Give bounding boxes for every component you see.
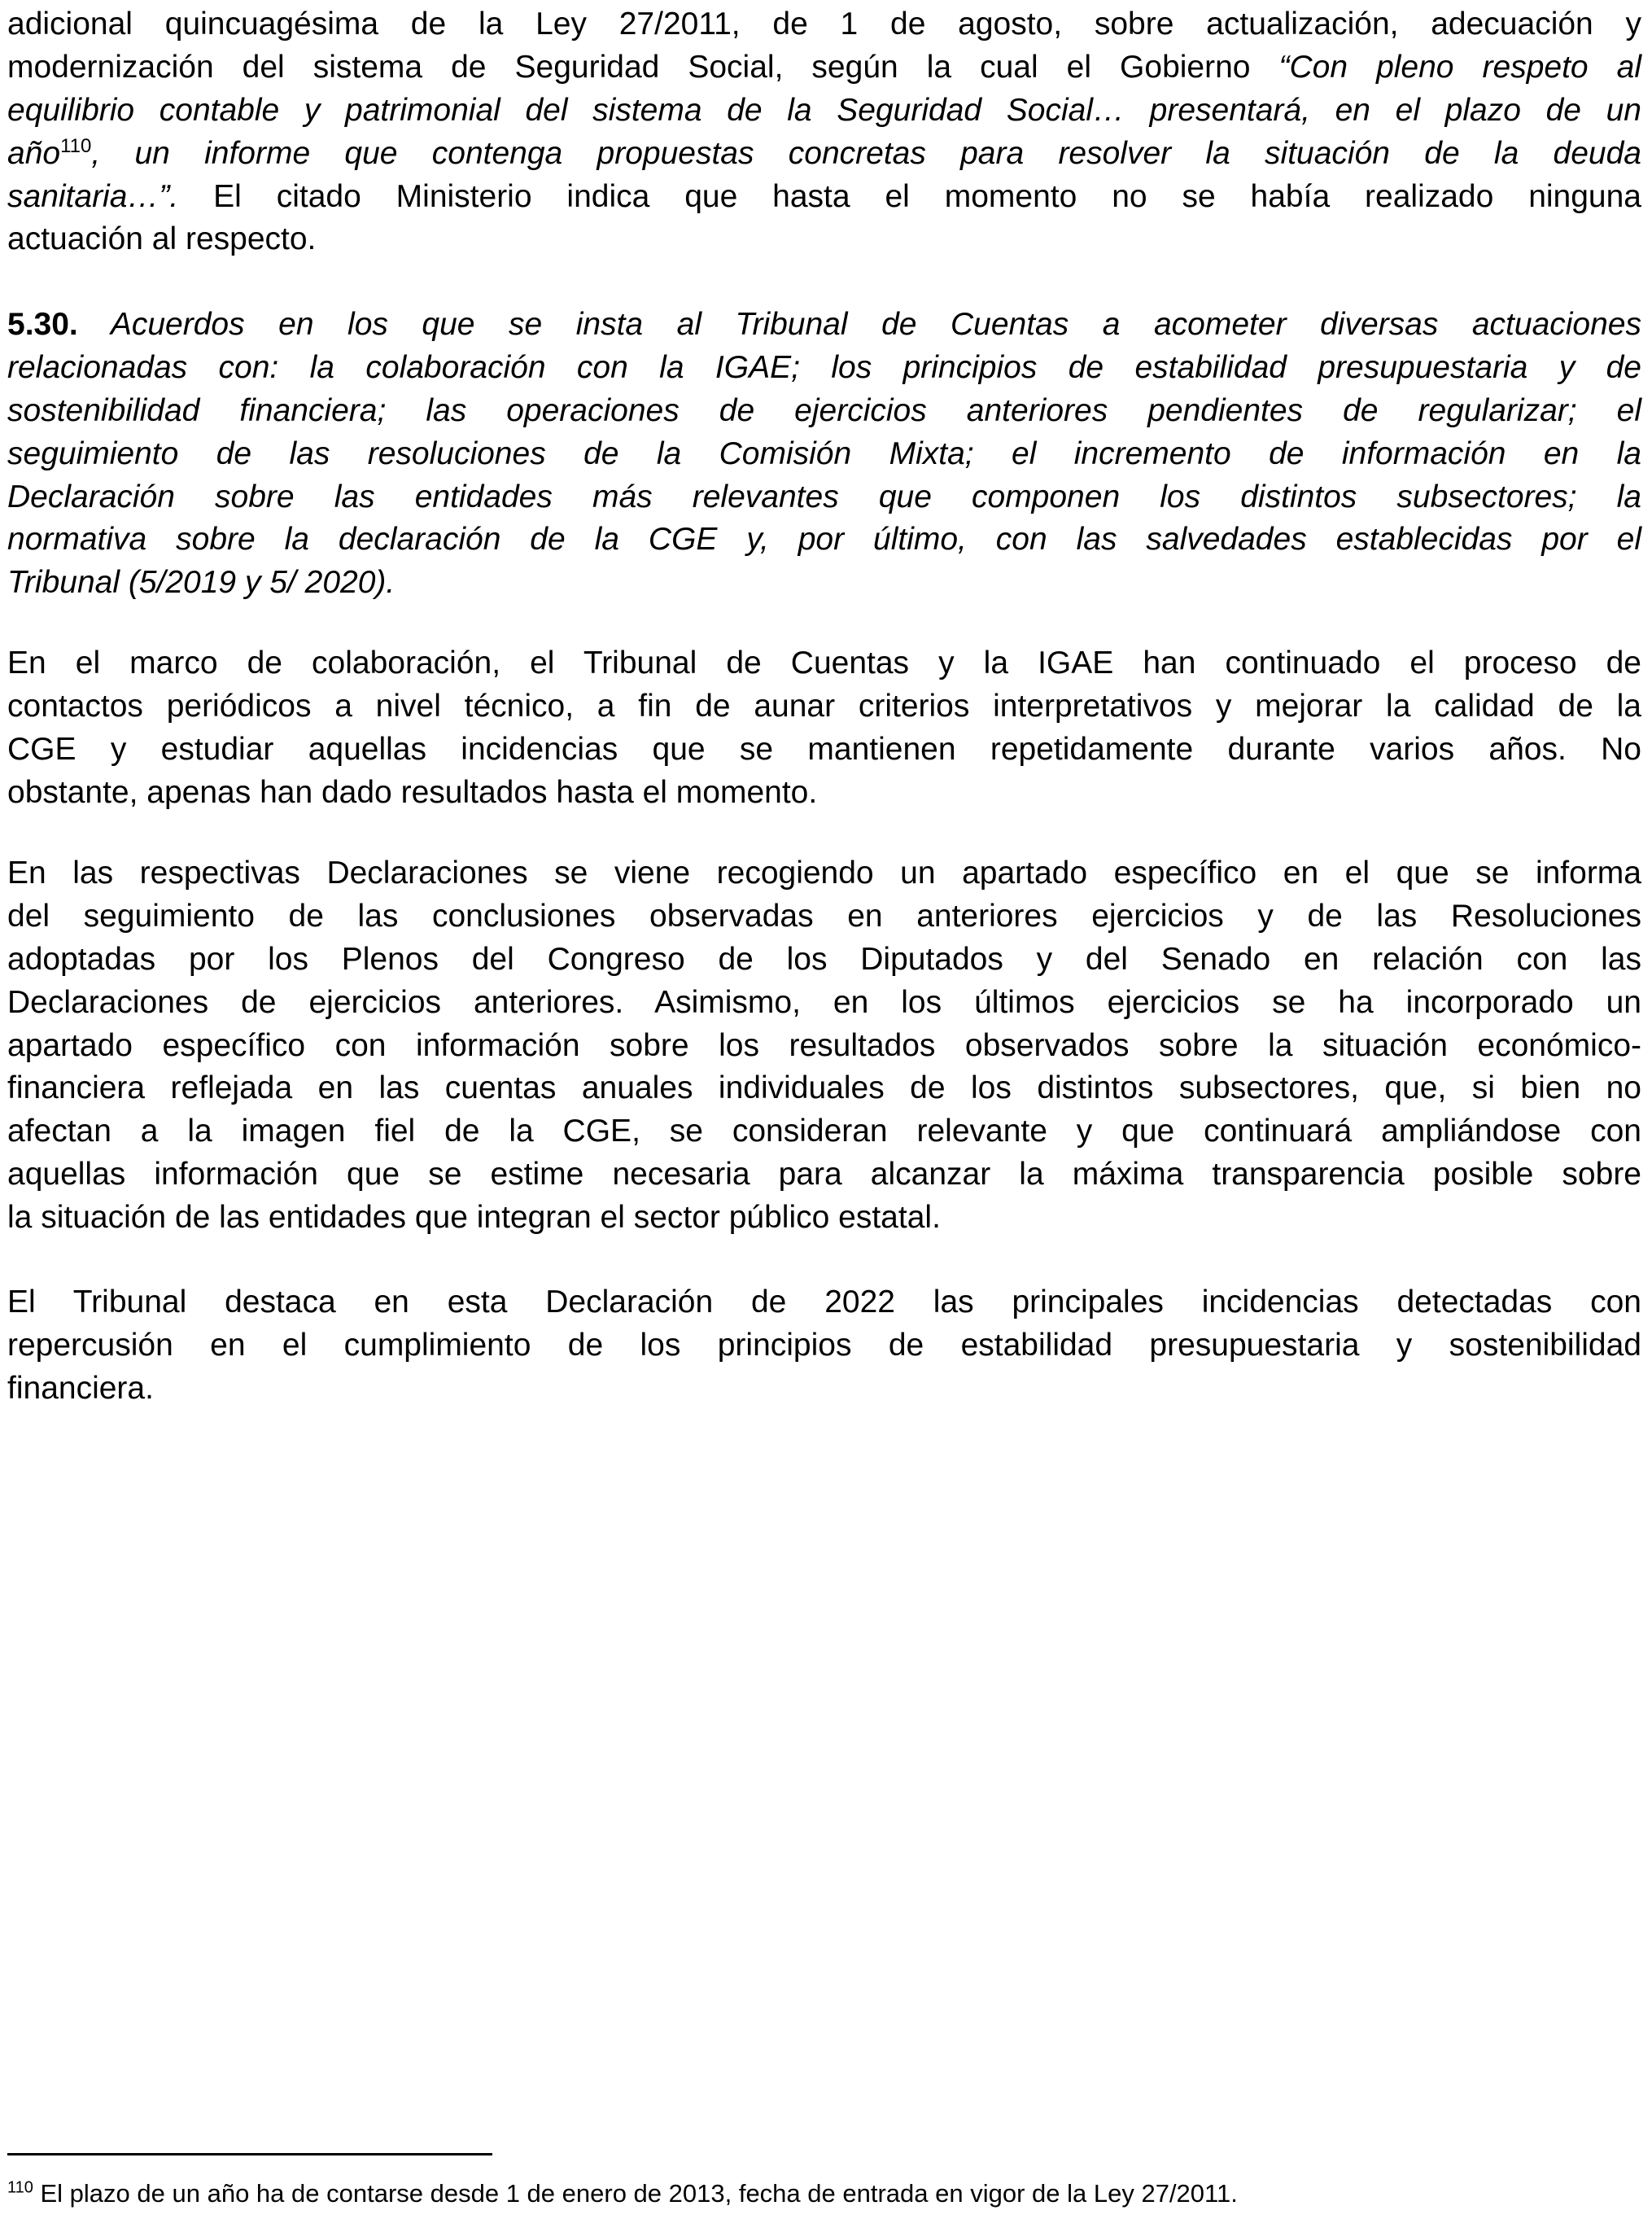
text-line bbox=[7, 1281, 1641, 1324]
text-line bbox=[7, 895, 1641, 939]
text-run: Declaración sobre las entidades más relevantes que componen los distintos subsectores; la bbox=[7, 479, 1641, 514]
text-line bbox=[7, 3, 1641, 46]
text-line bbox=[7, 562, 1641, 605]
text-line bbox=[7, 939, 1641, 982]
text-run: financiera reflejada en las cuentas anuales individuales de los distintos subsectores, que, si bien no bbox=[7, 1070, 1641, 1106]
text-line bbox=[7, 772, 1641, 815]
paragraph-ley-27-2011 bbox=[7, 3, 1641, 261]
footnote-reference[interactable]: 110 bbox=[60, 134, 92, 157]
text-run: del seguimiento de las conclusiones observadas en anteriores ejercicios y de las Resoluciones bbox=[7, 898, 1641, 934]
text-run: El citado Ministerio indica que hasta el momento no se había realizado ninguna bbox=[178, 178, 1641, 214]
text-run: adicional quincuagésima de la Ley 27/2011, de 1 de agosto, sobre actualización, adecuación y bbox=[7, 7, 1641, 42]
text-run: Acuerdos en los que se insta al Tribunal de Cuentas a acometer diversas actuaciones bbox=[77, 307, 1641, 342]
text-line bbox=[7, 1067, 1641, 1110]
text-run: la situación de las entidades que integran el sector público estatal. bbox=[7, 1200, 941, 1236]
text-line bbox=[7, 1153, 1641, 1197]
text-line bbox=[7, 133, 1641, 176]
footnote-number: 110 bbox=[7, 2178, 33, 2197]
text-line bbox=[7, 1025, 1641, 1068]
text-run: adoptadas por los Plenos del Congreso de los Diputados y del Senado en relación con las bbox=[7, 941, 1641, 977]
text-run: contactos periódicos a nivel técnico, a fin de aunar criterios interpretativos y mejorar la calidad de la bbox=[7, 688, 1641, 724]
text-line bbox=[7, 176, 1641, 219]
text-line bbox=[7, 1324, 1641, 1368]
footnote-separator bbox=[7, 2153, 492, 2155]
text-line bbox=[7, 729, 1641, 772]
text-run: relacionadas con: la colaboración con la IGAE; los principios de estabilidad presupuestaria y de bbox=[7, 349, 1641, 385]
text-run: En las respectivas Declaraciones se viene recogiendo un apartado específico en el que se informa bbox=[7, 856, 1641, 891]
text-line bbox=[7, 1110, 1641, 1153]
text-run: financiera. bbox=[7, 1370, 154, 1406]
text-line bbox=[7, 519, 1641, 562]
text-line bbox=[7, 433, 1641, 476]
paragraph-5-30 bbox=[7, 304, 1641, 605]
text-run: El Tribunal destaca en esta Declaración de 2022 las principales incidencias detectadas con bbox=[7, 1284, 1641, 1320]
text-run: sostenibilidad financiera; las operaciones de ejercicios anteriores pendientes de regularizar; el bbox=[7, 392, 1641, 428]
text-line bbox=[7, 476, 1641, 519]
paragraph-colaboracion bbox=[7, 642, 1641, 815]
section-number: 5.30. bbox=[7, 307, 78, 342]
text-run: Tribunal (5/2019 y 5/ 2020). bbox=[7, 565, 396, 601]
text-run: Declaraciones de ejercicios anteriores. Asimismo, en los últimos ejercicios se ha incorporado un bbox=[7, 984, 1641, 1020]
paragraph-declaraciones bbox=[7, 852, 1641, 1240]
text-line bbox=[7, 90, 1641, 133]
text-line bbox=[7, 1368, 1641, 1411]
text-run: , un informe que contenga propuestas concretas para resolver la situación de la deuda bbox=[91, 135, 1641, 171]
text-run: equilibrio contable y patrimonial del sistema de la Seguridad Social… presentará, en el plazo de un bbox=[7, 92, 1641, 128]
text-run: seguimiento de las resoluciones de la Comisión Mixta; el incremento de información en la bbox=[7, 435, 1641, 471]
text-run: sanitaria…”. bbox=[7, 178, 179, 214]
text-run: apartado específico con información sobre los resultados observados sobre la situación económico- bbox=[7, 1027, 1641, 1063]
text-line bbox=[7, 1197, 1641, 1240]
text-line bbox=[7, 642, 1641, 685]
text-line bbox=[7, 390, 1641, 433]
text-line bbox=[7, 982, 1641, 1025]
text-run: normativa sobre la declaración de la CGE y, por último, con las salvedades establecidas por el bbox=[7, 522, 1641, 558]
text-line bbox=[7, 304, 1641, 347]
text-run: repercusión en el cumplimiento de los principios de estabilidad presupuestaria y sostenibilidad bbox=[7, 1327, 1641, 1363]
footnote-text: El plazo de un año ha de contarse desde 1 de enero de 2013, fecha de entrada en vigor de la Ley 27/2011. bbox=[33, 2179, 1238, 2208]
text-run: CGE y estudiar aquellas incidencias que se mantienen repetidamente durante varios años. No bbox=[7, 731, 1641, 767]
text-run: modernización del sistema de Seguridad Social, según la cual el Gobierno bbox=[7, 49, 1279, 85]
text-line bbox=[7, 347, 1641, 390]
text-run: “Con pleno respeto al bbox=[1278, 49, 1641, 85]
text-run: En el marco de colaboración, el Tribunal de Cuentas y la IGAE han continuado el proceso de bbox=[7, 646, 1641, 681]
text-line bbox=[7, 685, 1641, 729]
text-run: aquellas información que se estime necesaria para alcanzar la máxima transparencia posible sobre bbox=[7, 1157, 1641, 1193]
text-line bbox=[7, 46, 1641, 90]
text-run: año bbox=[7, 135, 61, 171]
paragraph-tribunal-destaca bbox=[7, 1281, 1641, 1411]
text-run: obstante, apenas han dado resultados hasta el momento. bbox=[7, 774, 818, 810]
footnote bbox=[7, 2178, 1238, 2209]
text-line bbox=[7, 852, 1641, 895]
text-run: actuación al respecto. bbox=[7, 221, 317, 257]
text-run: afectan a la imagen fiel de la CGE, se consideran relevante y que continuará ampliándose con bbox=[7, 1114, 1641, 1149]
text-line bbox=[7, 218, 1641, 261]
